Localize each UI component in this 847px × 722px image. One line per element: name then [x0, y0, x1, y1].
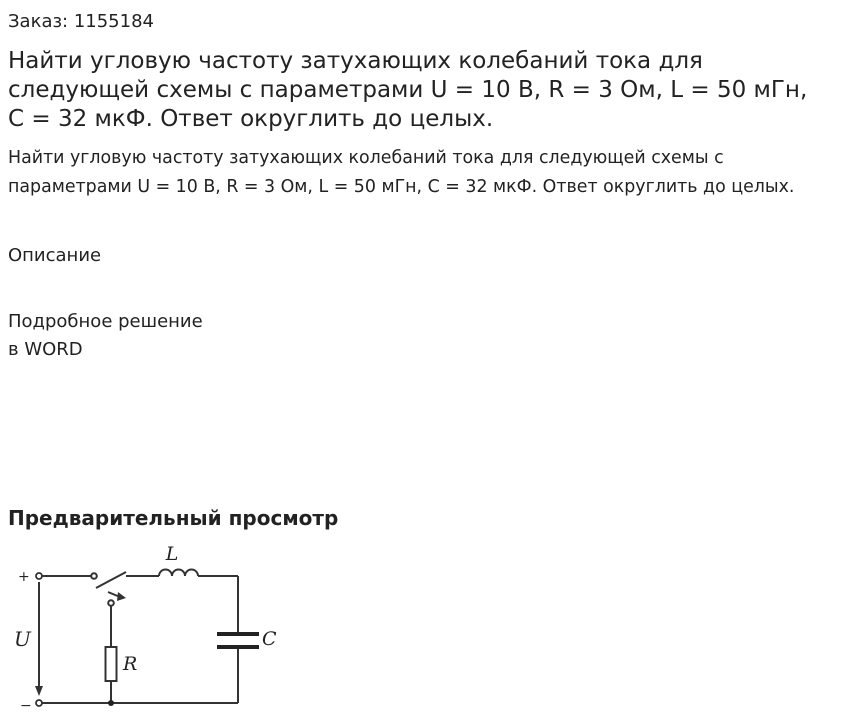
terminal-plus	[36, 573, 42, 579]
preview-heading: Предварительный просмотр	[8, 506, 339, 530]
inductor-coil	[159, 570, 198, 577]
description-heading: Описание	[8, 245, 102, 266]
switch-blade	[96, 572, 126, 588]
problem-statement: Найти угловую частоту затухающих колебаний тока для следующей схемы с параметрами U = 10 В, R = 3 Ом, L = 50 мГн, С = 32 мкФ. Ответ округлить до целых.	[8, 148, 795, 197]
resistor	[106, 647, 117, 681]
solution-note-line-2: в WORD	[8, 339, 83, 360]
label-minus: −	[20, 698, 32, 714]
solution-note-line-1: Подробное решение	[8, 311, 203, 332]
label-resistor: R	[123, 653, 138, 675]
label-inductor: L	[165, 543, 179, 565]
switch-arrow-head	[117, 592, 126, 601]
solution-note	[8, 308, 203, 364]
label-capacitor: C	[262, 628, 277, 650]
switch-pivot	[91, 573, 97, 579]
label-plus: +	[18, 569, 30, 585]
order-number: Заказ: 1155184	[8, 11, 154, 32]
junction-dot	[108, 700, 114, 706]
voltage-arrow-head	[35, 686, 43, 696]
terminal-minus	[36, 700, 42, 706]
label-voltage: U	[14, 627, 31, 651]
circuit-diagram	[8, 540, 288, 720]
switch-lower-contact	[108, 600, 114, 606]
page-title: Найти угловую частоту затухающих колебаний тока для следующей схемы с параметрами U = 10 В, R = 3 Ом, L = 50 мГн, С = 32 мкФ. Ответ округлить до целых.	[8, 48, 808, 132]
